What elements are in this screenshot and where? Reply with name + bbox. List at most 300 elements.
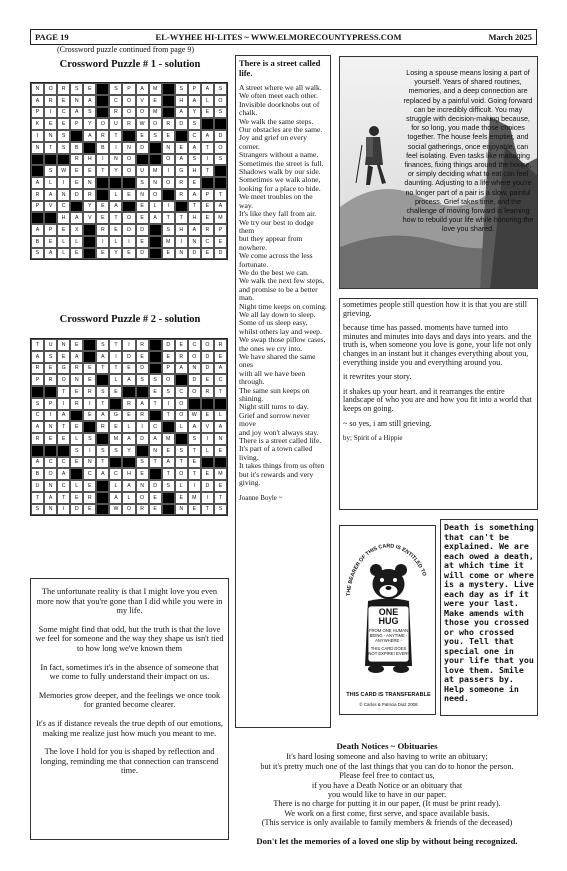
crossword-cell: S [162, 480, 175, 492]
crossword-cell: E [44, 363, 57, 375]
crossword-cell: L [201, 95, 214, 107]
black-square [57, 154, 70, 166]
poem-line: Sometimes the street is full. [239, 158, 324, 168]
crossword-cell: V [44, 201, 57, 213]
poem-line: Invisible doorknobs out of chalk. [239, 99, 320, 118]
crossword-cell: C [175, 386, 188, 398]
crossword-cell: N [83, 177, 96, 189]
crossword-cell: E [96, 201, 109, 213]
crossword-cell: S [96, 339, 109, 351]
spirit-paragraph: ~ so yes, i am still grieving. [343, 418, 432, 428]
crossword-cell: E [96, 212, 109, 224]
crossword-cell: C [57, 201, 70, 213]
crossword-cell: R [175, 351, 188, 363]
crossword-cell: E [70, 421, 83, 433]
poem-line: It takes things from us often [239, 461, 325, 471]
crossword-cell: E [83, 83, 96, 95]
crossword-cell: I [83, 398, 96, 410]
crossword-cell: E [70, 165, 83, 177]
crossword-cell: H [188, 165, 201, 177]
crossword-cell: O [162, 374, 175, 386]
crossword-cell: E [149, 492, 162, 504]
crossword-cell: B [70, 142, 83, 154]
crossword-cell: T [31, 492, 44, 504]
crossword-cell: C [109, 95, 122, 107]
crossword-cell: R [70, 398, 83, 410]
crossword-cell: C [149, 421, 162, 433]
poem-line: but it's rewards and very giving. [239, 469, 314, 488]
poem-line: We do the best we can. [239, 267, 309, 277]
crossword-cell: Y [83, 201, 96, 213]
crossword-cell: E [162, 351, 175, 363]
crossword-cell: M [162, 433, 175, 445]
puzzle-2-title: Crossword Puzzle # 2 - solution [59, 314, 201, 325]
crossword-cell: E [57, 95, 70, 107]
photo-overlay-text: Losing a spouse means losing a part of yourself. Years of shared routines, memories, and a deep connection are replaced by a painful void. Going forward can be incredibly difficult. You may struggle with decision-making because, for so long, you made those choices together. The house feels emptier, and social gatherings, once enjoyable, can feel isolating. Even tasks like managing finances, fixing things around the house, or simply deciding what to eat can feel daunting. Adjusting to a life where you're no longer part of a pair is a slow, painful process. Grief takes time, and the challenge of moving forward is learning how to rebuild your life while honoring the love you shared. [402, 69, 534, 234]
crossword-cell: O [122, 504, 135, 516]
crossword-cell: S [70, 445, 83, 457]
crossword-cell: M [149, 83, 162, 95]
crossword-cell: A [136, 398, 149, 410]
crossword-cell: E [83, 374, 96, 386]
crossword-cell: E [201, 468, 214, 480]
black-square [83, 248, 96, 260]
loss-paragraph: Memories grow deeper, and the feelings we once took for granted become clearer. [38, 690, 221, 710]
crossword-cell: Y [109, 248, 122, 260]
spouse-loss-photo [339, 56, 538, 289]
crossword-cell: A [201, 83, 214, 95]
card-transferable: THIS CARD IS TRANSFERABLE [346, 692, 431, 698]
crossword-cell: T [44, 142, 57, 154]
poem-line: It's part of a town called living. [239, 444, 313, 462]
crossword-cell: I [162, 201, 175, 213]
crossword-cell: E [136, 468, 149, 480]
crossword-cell: R [83, 492, 96, 504]
crossword-cell: G [175, 165, 188, 177]
black-square [214, 457, 227, 469]
crossword-cell: S [109, 83, 122, 95]
crossword-cell: L [109, 189, 122, 201]
black-square [96, 189, 109, 201]
crossword-cell: E [188, 457, 201, 469]
poem-line: Joy and grief on every corner. [239, 133, 307, 151]
crossword-cell: E [57, 224, 70, 236]
crossword-cell: E [83, 480, 96, 492]
black-square [96, 492, 109, 504]
crossword-cell: O [201, 339, 214, 351]
crossword-cell: R [162, 118, 175, 130]
poem-title: There is a street called life. [239, 58, 321, 78]
poem-line: There is a street called life. [239, 436, 322, 446]
crossword-cell: P [214, 224, 227, 236]
crossword-cell: M [214, 212, 227, 224]
crossword-cell: A [136, 83, 149, 95]
black-square [96, 95, 109, 107]
crossword-cell: A [214, 421, 227, 433]
crossword-cell: E [201, 410, 214, 422]
crossword-cell: E [109, 421, 122, 433]
notices-line: (This service is only available to family members & friends of the deceased) [261, 818, 513, 828]
crossword-cell: O [136, 492, 149, 504]
crossword-cell: S [175, 445, 188, 457]
crossword-cell: T [31, 339, 44, 351]
black-square [162, 421, 175, 433]
crossword-cell: A [149, 433, 162, 445]
crossword-cell: E [188, 177, 201, 189]
crossword-cell: E [162, 130, 175, 142]
card-expire-text: THIS CARD DOES NOT EXPIRE! EVER! [368, 646, 409, 656]
crossword-cell: E [149, 95, 162, 107]
crossword-cell: G [57, 363, 70, 375]
crossword-cell: R [201, 386, 214, 398]
crossword-cell: P [162, 363, 175, 375]
crossword-cell: V [201, 421, 214, 433]
notices-line: There is no charge for putting it in our paper, (It must be print ready). [273, 799, 501, 809]
crossword-cell: E [122, 248, 135, 260]
black-square [109, 398, 122, 410]
crossword-cell: E [201, 107, 214, 119]
black-square [83, 351, 96, 363]
crossword-cell: T [175, 212, 188, 224]
crossword-cell: C [201, 236, 214, 248]
loss-paragraph: In fact, sometimes it's in the absence of someone that we come to fully understand their impact on us. [40, 662, 219, 682]
crossword-cell: I [44, 107, 57, 119]
notices-line: We work on a first come, first serve, and space available basis. [284, 808, 490, 818]
crossword-cell: E [70, 386, 83, 398]
crossword-cell: O [175, 410, 188, 422]
crossword-cell: U [109, 118, 122, 130]
spirit-paragraph: it rewrites your story. [343, 372, 412, 382]
black-square [122, 177, 135, 189]
black-square [149, 224, 162, 236]
crossword-cell: O [122, 154, 135, 166]
still-grieving-piece [339, 298, 538, 510]
crossword-cell: R [57, 83, 70, 95]
black-square [31, 445, 44, 457]
publication-name: EL-WYHEE HI-LITES ~ WWW.ELMORECOUNTYPRESS.COM [155, 32, 402, 42]
crossword-cell: O [149, 189, 162, 201]
poem-line: We come across the less fortunate. [239, 251, 313, 269]
crossword-cell: O [44, 83, 57, 95]
black-square [162, 504, 175, 516]
black-square [175, 433, 188, 445]
poem-line: We all lay down to sleep. [239, 309, 316, 319]
black-square [57, 445, 70, 457]
black-square [162, 189, 175, 201]
crossword-cell: H [83, 154, 96, 166]
crossword-cell: A [31, 457, 44, 469]
crossword-cell: S [175, 83, 188, 95]
crossword-cell: R [31, 189, 44, 201]
black-square [214, 398, 227, 410]
crossword-cell: C [57, 457, 70, 469]
crossword-cell: A [109, 492, 122, 504]
crossword-cell: V [136, 95, 149, 107]
crossword-cell: S [214, 154, 227, 166]
crossword-cell: E [136, 201, 149, 213]
notices-line: but it's pretty much one of the last things that you can do to honor the person. [260, 761, 514, 771]
crossword-cell: L [70, 480, 83, 492]
crossword-cell: D [136, 433, 149, 445]
crossword-cell: A [31, 421, 44, 433]
death-notices-section [235, 742, 539, 846]
crossword-cell: N [109, 154, 122, 166]
crossword-cell: E [162, 248, 175, 260]
crossword-cell: S [136, 457, 149, 469]
crossword-cell: N [149, 445, 162, 457]
crossword-cell: A [188, 189, 201, 201]
black-square [70, 130, 83, 142]
crossword-cell: E [162, 445, 175, 457]
poem-line: but they appear from nowhere. [239, 234, 303, 252]
crossword-cell: P [122, 83, 135, 95]
notices-closing-line: Don't let the memories of a loved one slip by without being recognized. [256, 835, 518, 846]
black-square [96, 504, 109, 516]
crossword-cell: T [109, 130, 122, 142]
hug-card [339, 525, 436, 715]
crossword-cell: C [83, 468, 96, 480]
crossword-cell: S [96, 445, 109, 457]
crossword-cell: E [201, 248, 214, 260]
crossword-cell: R [96, 130, 109, 142]
crossword-cell: T [214, 492, 227, 504]
black-square [44, 386, 57, 398]
black-square [122, 386, 135, 398]
notices-line: if you have a Death Notice or an obituary that [311, 780, 463, 790]
crossword-cell: I [162, 165, 175, 177]
crossword-cell: T [96, 398, 109, 410]
poem-line: We swap those pillow cases, [239, 335, 326, 345]
crossword-cell: E [214, 236, 227, 248]
crossword-cell: S [44, 351, 57, 363]
crossword-cell: M [149, 165, 162, 177]
crossword-cell: I [201, 492, 214, 504]
poem-line: We walk the next few steps, [239, 276, 325, 286]
crossword-cell: A [122, 374, 135, 386]
crossword-cell: T [188, 468, 201, 480]
crossword-cell: V [83, 212, 96, 224]
crossword-cell: O [96, 118, 109, 130]
black-square [214, 165, 227, 177]
crossword-grid-2 [30, 338, 228, 516]
black-square [214, 177, 227, 189]
crossword-cell: S [214, 107, 227, 119]
death-is-something-text: Death is something that can't be explained. We are each owed a death, at which time it will come or where is a mystery. Live each day as if it were your last. Make amends with those you crossed or who crossed you. Tell that special one in your life that you love them. Smile at passers by. Help someone in need. [440, 519, 538, 716]
crossword-cell: R [44, 95, 57, 107]
crossword-cell: R [96, 421, 109, 433]
crossword-cell: P [44, 224, 57, 236]
crossword-cell: S [136, 177, 149, 189]
crossword-cell: O [214, 95, 227, 107]
crossword-cell: R [31, 363, 44, 375]
crossword-cell: R [83, 386, 96, 398]
crossword-cell: A [83, 95, 96, 107]
black-square [122, 201, 135, 213]
crossword-cell: N [122, 142, 135, 154]
crossword-cell: L [109, 374, 122, 386]
crossword-cell: A [96, 410, 109, 422]
crossword-cell: O [149, 118, 162, 130]
crossword-cell: L [44, 177, 57, 189]
crossword-cell: O [175, 468, 188, 480]
crossword-cell: M [188, 492, 201, 504]
black-square [149, 410, 162, 422]
crossword-cell: E [201, 201, 214, 213]
crossword-cell: I [188, 480, 201, 492]
crossword-cell: E [175, 142, 188, 154]
crossword-cell: P [31, 107, 44, 119]
crossword-cell: T [109, 363, 122, 375]
crossword-cell: A [83, 130, 96, 142]
crossword-cell: A [175, 363, 188, 375]
crossword-cell: N [136, 189, 149, 201]
crossword-cell: L [109, 236, 122, 248]
crossword-cell: O [57, 374, 70, 386]
crossword-cell: D [214, 130, 227, 142]
poem-line: Shadows walk by our side. [239, 167, 321, 177]
crossword-cell: A [175, 154, 188, 166]
crossword-cell: E [122, 363, 135, 375]
crossword-cell: W [136, 118, 149, 130]
crossword-cell: L [149, 201, 162, 213]
black-square [44, 445, 57, 457]
crossword-cell: K [31, 118, 44, 130]
crossword-cell: A [57, 410, 70, 422]
page-header [30, 29, 537, 45]
crossword-cell: S [96, 386, 109, 398]
black-square [44, 154, 57, 166]
crossword-cell: C [44, 457, 57, 469]
crossword-cell: P [201, 189, 214, 201]
black-square [70, 410, 83, 422]
black-square [83, 339, 96, 351]
crossword-cell: N [214, 433, 227, 445]
card-hug-big: ONE HUG [378, 607, 399, 626]
crossword-cell: T [96, 457, 109, 469]
crossword-cell: A [214, 363, 227, 375]
black-square [162, 83, 175, 95]
crossword-cell: E [136, 236, 149, 248]
crossword-cell: O [122, 165, 135, 177]
crossword-cell: T [201, 142, 214, 154]
crossword-cell: D [70, 504, 83, 516]
crossword-cell: N [57, 339, 70, 351]
crossword-cell: R [201, 224, 214, 236]
crossword-cell: L [57, 236, 70, 248]
crossword-cell: C [188, 130, 201, 142]
crossword-cell: T [188, 445, 201, 457]
poem-line: Sometimes we walk alone, [239, 175, 321, 185]
crossword-cell: E [136, 130, 149, 142]
crossword-cell: O [136, 107, 149, 119]
crossword-cell: C [214, 374, 227, 386]
crossword-cell: S [44, 165, 57, 177]
crossword-cell: T [96, 363, 109, 375]
crossword-cell: A [70, 351, 83, 363]
poem-line: and joy won't always stay. [239, 427, 319, 437]
crossword-cell: R [136, 339, 149, 351]
crossword-cell: O [162, 154, 175, 166]
puzzle-1-title: Crossword Puzzle # 1 - solution [59, 59, 201, 70]
crossword-cell: P [44, 398, 57, 410]
issue-date: March 2025 [488, 32, 532, 42]
crossword-cell: E [83, 165, 96, 177]
crossword-cell: T [188, 201, 201, 213]
crossword-cell: H [175, 95, 188, 107]
crossword-cell: O [175, 398, 188, 410]
black-square [83, 142, 96, 154]
crossword-cell: X [70, 224, 83, 236]
crossword-cell: U [136, 165, 149, 177]
crossword-cell: L [57, 248, 70, 260]
crossword-cell: A [70, 107, 83, 119]
crossword-cell: A [31, 351, 44, 363]
notices-title: Death Notices ~ Obituaries [336, 741, 438, 751]
crossword-cell: C [109, 468, 122, 480]
love-after-loss-piece [30, 578, 229, 840]
poem-line: Night time keeps on coming. [239, 301, 327, 311]
crossword-cell: A [57, 468, 70, 480]
crossword-cell: T [149, 457, 162, 469]
crossword-cell: C [188, 339, 201, 351]
crossword-cell: N [44, 130, 57, 142]
crossword-cell: I [57, 504, 70, 516]
crossword-cell: L [175, 421, 188, 433]
crossword-cell: A [214, 201, 227, 213]
crossword-cell: T [175, 457, 188, 469]
black-square [96, 433, 109, 445]
black-square [31, 212, 44, 224]
poem-line: We meet troubles on the way. [239, 192, 313, 210]
crossword-cell: I [109, 142, 122, 154]
crossword-cell: R [175, 177, 188, 189]
crossword-cell: A [175, 107, 188, 119]
crossword-cell: N [44, 480, 57, 492]
crossword-cell: E [175, 339, 188, 351]
crossword-cell: L [201, 445, 214, 457]
poem-line: We walk the same steps. [239, 116, 314, 126]
black-square [149, 351, 162, 363]
crossword-cell: N [175, 504, 188, 516]
crossword-cell: T [57, 421, 70, 433]
crossword-cell: A [188, 421, 201, 433]
black-square [175, 201, 188, 213]
crossword-cell: E [109, 224, 122, 236]
crossword-cell: T [162, 468, 175, 480]
crossword-cell: A [96, 468, 109, 480]
crossword-cell: A [162, 457, 175, 469]
crossword-cell: S [83, 433, 96, 445]
crossword-cell: O [188, 386, 201, 398]
crossword-cell: A [31, 95, 44, 107]
crossword-cell: E [57, 351, 70, 363]
crossword-cell: I [31, 130, 44, 142]
crossword-cell: E [214, 445, 227, 457]
crossword-cell: S [83, 107, 96, 119]
black-square [175, 130, 188, 142]
crossword-cell: D [136, 142, 149, 154]
poem-line: The same sun keeps on shining. [239, 385, 310, 404]
crossword-cell: S [57, 130, 70, 142]
crossword-cell: Y [109, 165, 122, 177]
crossword-cell: A [188, 224, 201, 236]
crossword-cell: M [162, 236, 175, 248]
crossword-cell: T [96, 165, 109, 177]
crossword-cell: N [70, 95, 83, 107]
crossword-cell: E [44, 118, 57, 130]
crossword-cell: L [175, 480, 188, 492]
crossword-cell: A [122, 480, 135, 492]
